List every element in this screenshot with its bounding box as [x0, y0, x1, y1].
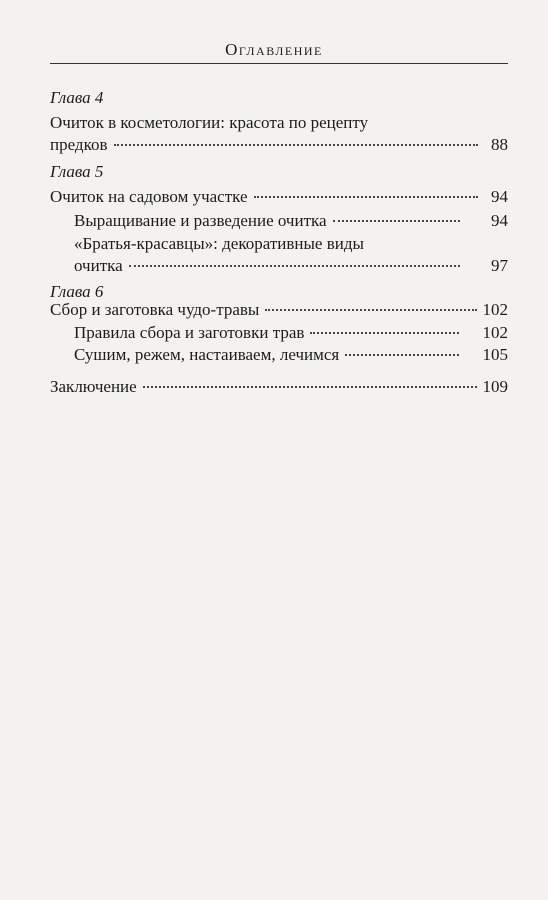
page-number: 97: [491, 256, 508, 275]
page-number: 105: [482, 345, 508, 364]
toc-entry-harvesting[interactable]: [50, 299, 508, 321]
page-title: Оглавление: [225, 40, 323, 59]
chapter-4-label: Глава 4: [50, 88, 104, 107]
chapter-5-label: Глава 5: [50, 162, 104, 181]
toc-entry-title-line2: предков: [50, 135, 108, 154]
dot-leader: [129, 265, 460, 267]
toc-entry-drying[interactable]: [74, 344, 508, 366]
toc-entry-title: Очиток на садовом участке: [50, 187, 248, 206]
dot-leader: [333, 220, 460, 222]
toc-entry-title: Сушим, режем, настаиваем, лечимся: [74, 345, 340, 364]
toc-entry-harvest-rules[interactable]: [74, 322, 508, 344]
toc-entry-title: Заключение: [50, 377, 137, 396]
page-number: 88: [491, 135, 508, 154]
dot-leader: [114, 144, 479, 146]
page-number: 94: [491, 187, 508, 206]
toc-entry-conclusion[interactable]: [50, 376, 508, 398]
toc-entry-title-line1: Очиток в косметологии: красота по рецепту: [50, 113, 369, 132]
page-number: 94: [491, 211, 508, 230]
toc-entry-growing[interactable]: [74, 210, 508, 232]
page-number: 109: [482, 377, 508, 396]
dot-leader: [265, 309, 476, 311]
dot-leader: [143, 386, 477, 388]
chapter-6-label: Глава 6: [50, 282, 104, 301]
dot-leader: [345, 354, 458, 356]
page-number: 102: [482, 300, 508, 319]
toc-entry-title: Сбор и заготовка чудо-травы: [50, 300, 260, 319]
dot-leader: [254, 196, 478, 198]
toc-entry-cosmetology[interactable]: [50, 112, 508, 156]
dot-leader: [310, 332, 458, 334]
title-rule: [50, 63, 508, 64]
toc-entry-garden[interactable]: [50, 186, 508, 208]
toc-entry-title-line2: очитка: [74, 256, 123, 275]
toc-entry-title-line1: «Братья-красавцы»: декоративные виды: [74, 234, 364, 253]
page-number: 102: [482, 323, 508, 342]
toc-entry-title: Правила сбора и заготовки трав: [74, 323, 305, 342]
toc-entry-decorative-species[interactable]: [74, 233, 508, 277]
toc-entry-title: Выращивание и разведение очитка: [74, 211, 327, 230]
